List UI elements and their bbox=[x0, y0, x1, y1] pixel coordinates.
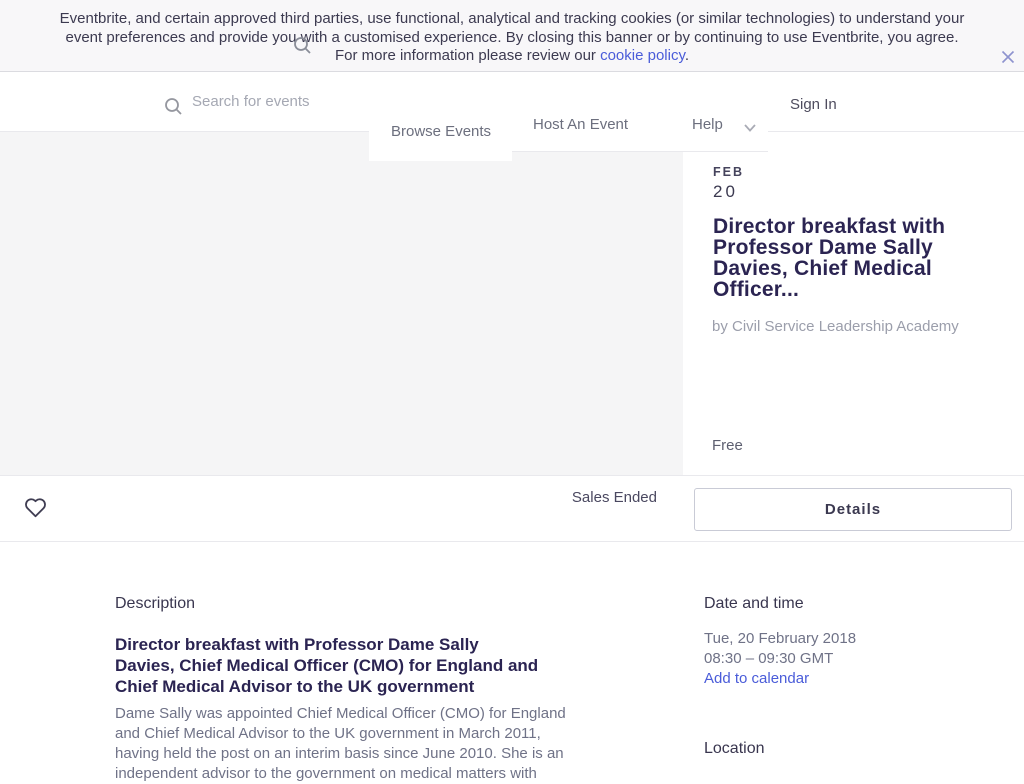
cookie-banner bbox=[0, 0, 1024, 72]
description-heading: Description bbox=[115, 595, 196, 612]
cookie-banner-line-3: For more information please review our bbox=[334, 47, 601, 64]
action-bar bbox=[0, 475, 1024, 542]
cookie-banner-line-2: event preferences and provide you with a customised experience. By closing this banner or by continuing to use Eventbrite, you agree. bbox=[65, 28, 959, 46]
close-icon[interactable] bbox=[1000, 49, 1016, 65]
event-price: Free bbox=[712, 437, 743, 454]
description-body-line-1: Dame Sally was appointed Chief Medical Officer (CMO) for England bbox=[115, 705, 566, 722]
cookie-banner-line-3-period: . bbox=[684, 47, 690, 64]
event-hero-image-placeholder bbox=[0, 132, 683, 475]
description-section bbox=[115, 595, 615, 784]
cookie-banner-line-1: Eventbrite, and certain approved third parties, use functional, analytical and tracking cookies (or similar technologies) to understand your bbox=[59, 10, 965, 27]
event-organizer: by Civil Service Leadership Academy bbox=[712, 318, 959, 335]
event-title-line-3: Davies, Chief Medical bbox=[713, 257, 932, 280]
description-subheading bbox=[115, 634, 615, 697]
search-icon[interactable] bbox=[164, 97, 183, 121]
search-icon bbox=[293, 36, 312, 60]
event-title-line-4: Officer... bbox=[713, 278, 800, 301]
description-body bbox=[115, 704, 615, 784]
event-time: 08:30 – 09:30 GMT bbox=[704, 650, 834, 667]
event-title-line-1: Director breakfast with bbox=[713, 215, 946, 238]
description-subheading-line-3: Chief Medical Advisor to the UK government bbox=[115, 677, 475, 696]
nav-browse-events-label: Browse Events bbox=[391, 123, 492, 140]
event-day: 20 bbox=[713, 182, 738, 201]
cookie-policy-link[interactable]: cookie policy bbox=[600, 47, 685, 64]
event-details-sidebar bbox=[704, 595, 1004, 758]
cookie-banner-text bbox=[0, 10, 1024, 66]
event-month: FEB bbox=[713, 165, 744, 179]
sales-status: Sales Ended bbox=[571, 489, 657, 506]
add-to-calendar-link[interactable]: Add to calendar bbox=[704, 670, 810, 687]
event-title bbox=[713, 216, 998, 300]
sign-in-link[interactable]: Sign In bbox=[790, 96, 837, 113]
details-button[interactable]: Details bbox=[694, 488, 1012, 531]
event-summary-card bbox=[683, 132, 1024, 475]
datetime-info bbox=[704, 629, 1004, 689]
nav-browse-events-tab[interactable] bbox=[369, 104, 512, 161]
heart-icon[interactable] bbox=[24, 497, 47, 523]
event-date: Tue, 20 February 2018 bbox=[704, 630, 857, 647]
event-title-line-2: Professor Dame Sally bbox=[713, 236, 933, 259]
location-heading: Location bbox=[704, 740, 765, 757]
description-body-line-2: and Chief Medical Advisor to the UK government in March 2011, bbox=[115, 725, 541, 742]
description-body-line-4: independent advisor to the government on medical matters with bbox=[115, 765, 537, 782]
description-subheading-line-2: Davies, Chief Medical Officer (CMO) for England and bbox=[115, 656, 539, 675]
description-subheading-line-1: Director breakfast with Professor Dame Sally bbox=[115, 635, 479, 654]
nav-host-an-event[interactable]: Host An Event bbox=[533, 116, 629, 133]
chevron-down-icon[interactable] bbox=[743, 120, 757, 138]
description-body-line-3: having held the post on an interim basis since June 2010. She is an bbox=[115, 745, 564, 762]
nav-help[interactable]: Help bbox=[692, 116, 723, 133]
datetime-heading: Date and time bbox=[704, 595, 804, 612]
